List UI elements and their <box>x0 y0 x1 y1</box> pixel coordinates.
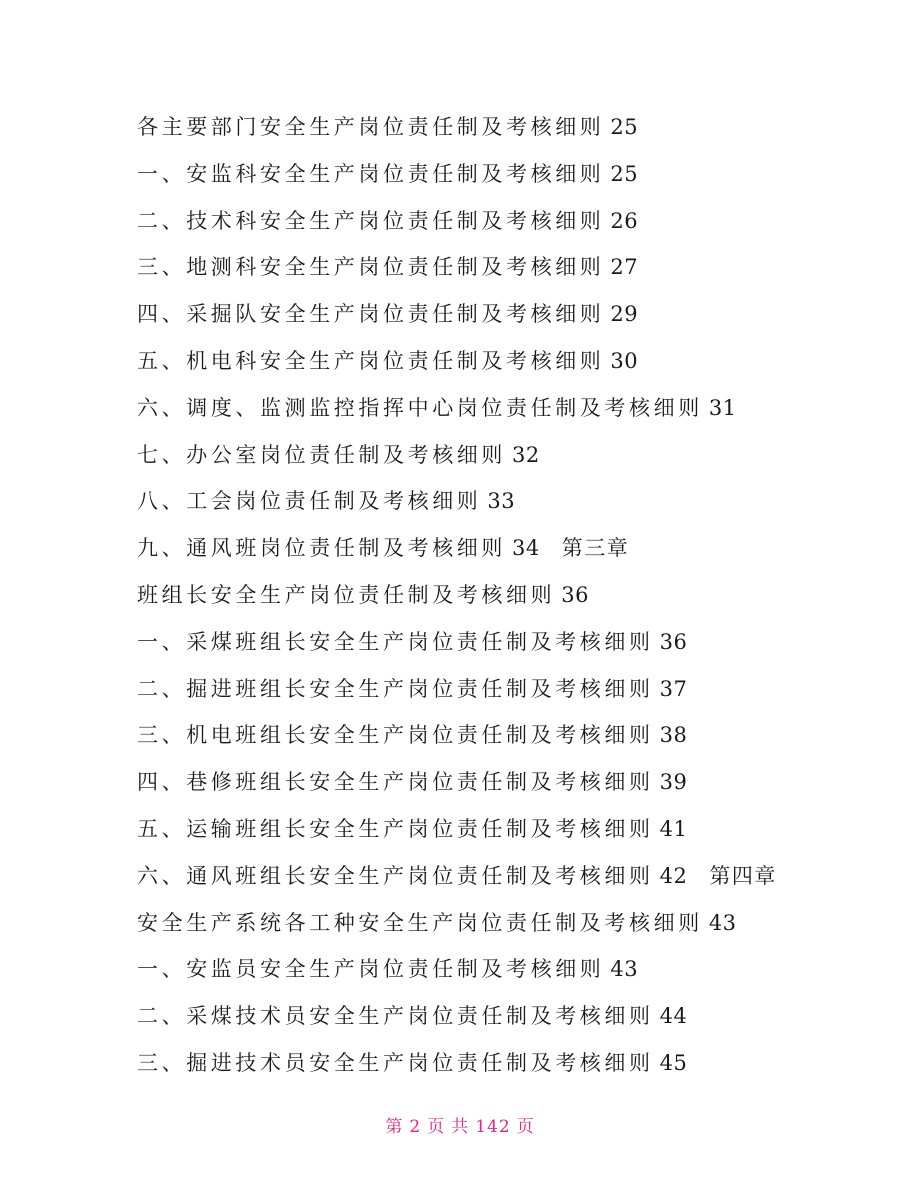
toc-entry[interactable] <box>137 291 897 338</box>
toc-entry-title: 三、机电班组长安全生产岗位责任制及考核细则 <box>137 723 654 748</box>
toc-entry[interactable] <box>137 432 897 479</box>
toc-entry[interactable] <box>137 806 897 853</box>
toc-entry[interactable] <box>137 244 897 291</box>
toc-entry[interactable] <box>137 712 897 759</box>
footer-total-label: 共 <box>451 1117 470 1137</box>
toc-entry[interactable] <box>137 525 897 572</box>
toc-entry-page: 36 <box>659 629 688 654</box>
toc-entry-page: 43 <box>610 957 639 982</box>
footer-current-page: 2 <box>409 1117 422 1137</box>
toc-entry-page: 43 <box>708 910 737 935</box>
toc-entry[interactable] <box>137 759 897 806</box>
toc-entry[interactable] <box>137 666 897 713</box>
toc-entry-title: 班组长安全生产岗位责任制及考核细则 <box>137 582 556 607</box>
toc-entry-page: 25 <box>610 115 639 139</box>
toc-entry[interactable] <box>137 1040 897 1087</box>
toc-entry-title: 五、机电科安全生产岗位责任制及考核细则 <box>137 348 605 373</box>
toc-entry-title: 六、通风班组长安全生产岗位责任制及考核细则 <box>137 863 654 888</box>
toc-entry-title: 四、采掘队安全生产岗位责任制及考核细则 <box>137 302 605 327</box>
footer-page-label: 页 <box>427 1117 446 1137</box>
toc-entry-title: 二、技术科安全生产岗位责任制及考核细则 <box>137 208 605 233</box>
toc-entry-title: 三、地测科安全生产岗位责任制及考核细则 <box>137 255 605 280</box>
toc-entry-page: 25 <box>610 161 639 186</box>
toc-entry-title: 二、掘进班组长安全生产岗位责任制及考核细则 <box>137 676 654 701</box>
toc-entry[interactable] <box>137 900 897 947</box>
toc-entry[interactable] <box>137 151 897 198</box>
toc-entry-title: 三、掘进技术员安全生产岗位责任制及考核细则 <box>137 1050 654 1075</box>
toc-entry[interactable] <box>137 946 897 993</box>
toc-entry-title: 二、采煤技术员安全生产岗位责任制及考核细则 <box>137 1004 654 1029</box>
toc-entry[interactable] <box>137 478 897 525</box>
chapter-heading: 第三章 <box>561 536 630 561</box>
toc-entry[interactable] <box>137 572 897 619</box>
toc-entry[interactable] <box>137 993 897 1040</box>
toc-entry-title: 一、采煤班组长安全生产岗位责任制及考核细则 <box>137 629 654 654</box>
toc-entry-page: 31 <box>708 395 737 420</box>
toc-entry-page: 33 <box>487 489 516 514</box>
toc-entry-title: 五、运输班组长安全生产岗位责任制及考核细则 <box>137 816 654 841</box>
toc-entry-page: 30 <box>610 348 639 373</box>
footer-prefix: 第 <box>385 1117 404 1137</box>
toc-entry[interactable] <box>137 198 897 245</box>
toc-entry-page: 32 <box>512 442 540 467</box>
toc-entry-title: 九、通风班岗位责任制及考核细则 <box>137 536 506 561</box>
table-of-contents <box>137 104 897 1087</box>
toc-entry-title: 八、工会岗位责任制及考核细则 <box>137 489 482 514</box>
toc-entry[interactable] <box>137 338 897 385</box>
toc-entry-title: 四、巷修班组长安全生产岗位责任制及考核细则 <box>137 770 654 795</box>
toc-entry-title: 六、调度、监测监控指挥中心岗位责任制及考核细则 <box>137 395 703 420</box>
toc-entry[interactable] <box>137 385 897 432</box>
toc-entry[interactable] <box>137 104 897 151</box>
toc-entry-page: 36 <box>561 582 589 607</box>
toc-entry-title: 各主要部门安全生产岗位责任制及考核细则 <box>137 115 605 139</box>
toc-entry-title: 一、安监科安全生产岗位责任制及考核细则 <box>137 161 605 186</box>
page-footer <box>0 1112 920 1137</box>
toc-entry-title: 一、安监员安全生产岗位责任制及考核细则 <box>137 957 605 982</box>
toc-entry-page: 26 <box>610 208 639 233</box>
toc-entry-page: 38 <box>659 723 688 748</box>
toc-entry-page: 41 <box>659 816 688 841</box>
toc-entry[interactable] <box>137 853 897 900</box>
toc-entry-page: 37 <box>659 676 688 701</box>
toc-entry-page: 39 <box>659 770 688 795</box>
toc-entry-page: 27 <box>610 255 639 280</box>
toc-entry-page: 42 <box>659 863 688 888</box>
toc-entry[interactable] <box>137 619 897 666</box>
chapter-heading: 第四章 <box>709 863 777 888</box>
toc-entry-page: 34 <box>512 536 540 561</box>
footer-total-pages: 142 <box>475 1117 511 1137</box>
toc-entry-title: 安全生产系统各工种安全生产岗位责任制及考核细则 <box>137 910 703 935</box>
toc-entry-page: 45 <box>659 1050 688 1075</box>
footer-suffix: 页 <box>516 1117 535 1137</box>
toc-entry-page: 29 <box>610 302 639 327</box>
toc-entry-title: 七、办公室岗位责任制及考核细则 <box>137 442 506 467</box>
toc-entry-page: 44 <box>659 1004 688 1029</box>
